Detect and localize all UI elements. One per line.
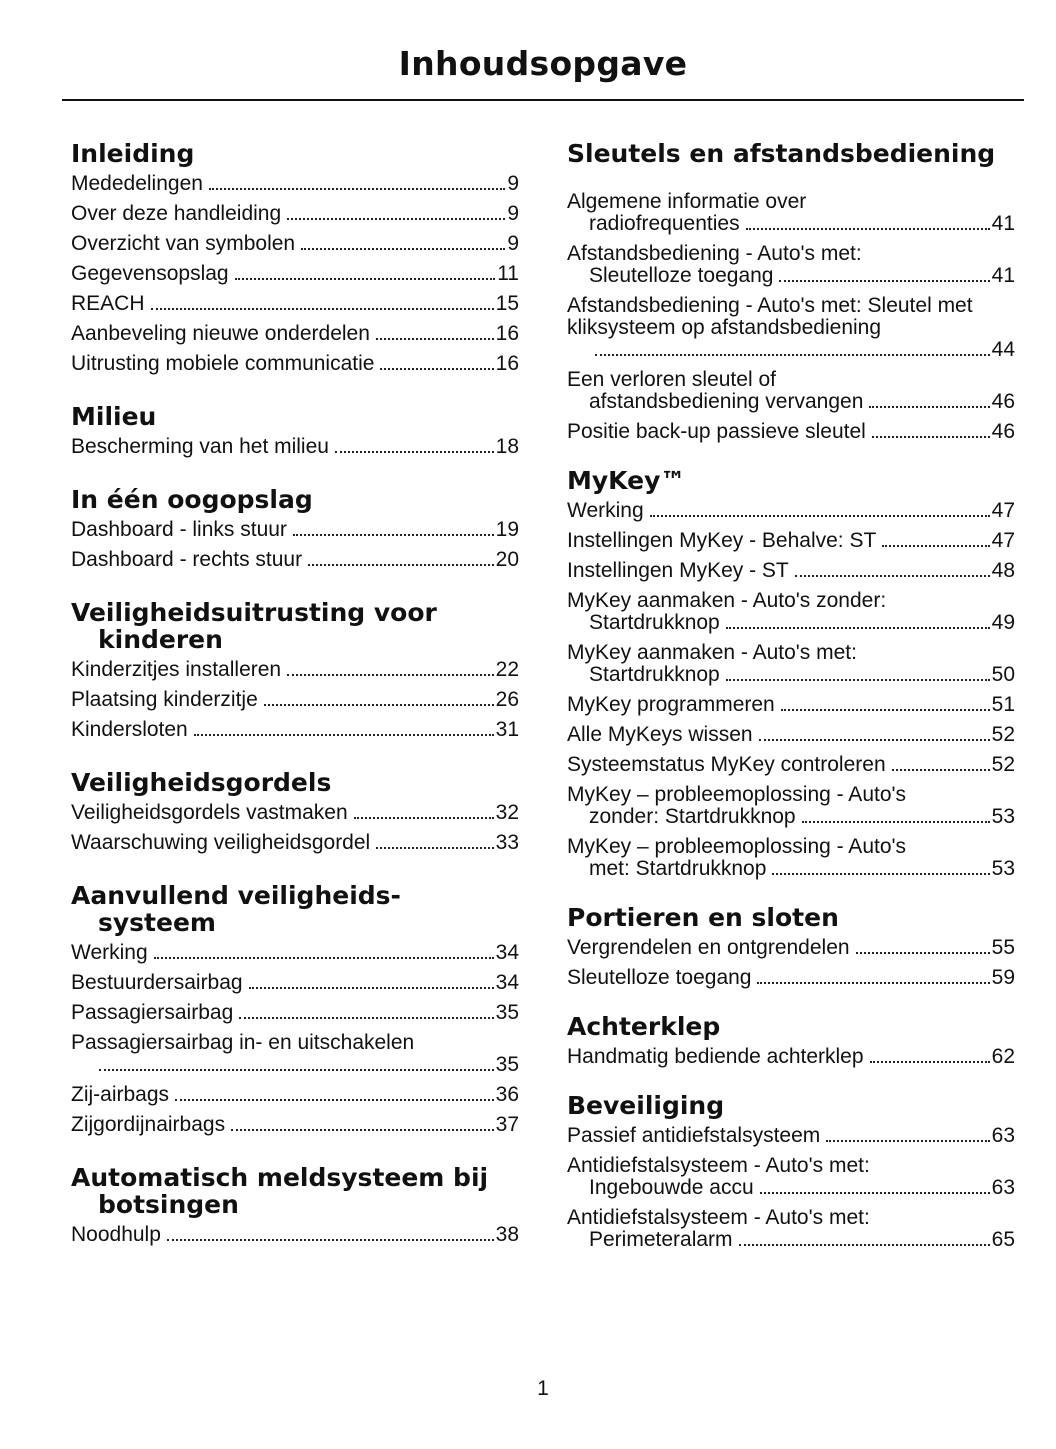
entry-page-number: 46 xyxy=(991,390,1015,413)
toc-section xyxy=(71,403,519,458)
toc-entry[interactable] xyxy=(71,802,519,824)
leader-dots xyxy=(856,952,990,954)
entry-continuation xyxy=(567,391,1015,413)
leader-dots xyxy=(167,1239,494,1241)
entry-page-number: 55 xyxy=(991,936,1015,959)
leader-dots xyxy=(726,627,990,629)
toc-entry[interactable] xyxy=(567,590,1015,634)
toc-section xyxy=(567,1092,1015,1251)
toc-entry[interactable] xyxy=(567,1046,1015,1068)
leader-dots xyxy=(882,545,989,547)
entry-label-line1: Antidiefstalsysteem - Auto's met: xyxy=(567,1206,870,1229)
entry-label: Sleutelloze toegang xyxy=(589,264,774,287)
entry-continuation xyxy=(567,213,1015,235)
toc-entry[interactable] xyxy=(71,689,519,711)
entry-page-number: 16 xyxy=(495,322,519,345)
entry-page-number: 9 xyxy=(507,172,519,195)
toc-section xyxy=(71,140,519,375)
leader-dots xyxy=(175,1099,494,1101)
toc-section xyxy=(567,1013,1015,1068)
toc-entry[interactable] xyxy=(71,1114,519,1136)
leader-dots xyxy=(308,564,494,566)
entry-label: Werking xyxy=(71,941,148,964)
toc-entry[interactable] xyxy=(567,754,1015,776)
entry-label-line1: Afstandsbediening - Auto's met: Sleutel met kliksysteem op afstandsbediening xyxy=(567,294,973,339)
toc-section xyxy=(567,904,1015,989)
entry-page-number: 9 xyxy=(507,202,519,225)
leader-dots xyxy=(151,308,494,310)
leader-dots xyxy=(376,847,493,849)
toc-section xyxy=(71,486,519,571)
entry-label: Veiligheidsgordels vastmaken xyxy=(71,801,348,824)
section-title: Milieu xyxy=(71,402,157,431)
toc-entry[interactable] xyxy=(567,295,1015,361)
toc-section xyxy=(71,882,519,1136)
entry-label: zonder: Startdrukknop xyxy=(589,805,796,828)
leader-dots xyxy=(595,354,990,356)
section-title: In één oogopslag xyxy=(71,485,313,514)
entry-label: Passief antidiefstalsysteem xyxy=(567,1124,821,1147)
entry-label: Startdrukknop xyxy=(589,663,720,686)
entry-page-number: 26 xyxy=(495,688,519,711)
entry-label: Gegevensopslag xyxy=(71,262,229,285)
entry-page-number: 47 xyxy=(991,499,1015,522)
entry-label: Vergrendelen en ontgrendelen xyxy=(567,936,850,959)
section-title: Sleutels en afstandsbediening xyxy=(567,139,996,168)
entry-page-number: 36 xyxy=(495,1083,519,1106)
entry-continuation xyxy=(567,1177,1015,1199)
entry-continuation xyxy=(567,664,1015,686)
entry-page-number: 53 xyxy=(991,805,1015,828)
toc-right-column xyxy=(567,140,1015,1259)
leader-dots xyxy=(231,1129,494,1131)
toc-entry[interactable] xyxy=(71,233,519,255)
leader-dots xyxy=(759,739,990,741)
entry-label-line1: Passagiersairbag in- en uitschakelen xyxy=(71,1031,415,1054)
entry-page-number: 31 xyxy=(495,718,519,741)
entry-label: Sleutelloze toegang xyxy=(567,966,752,989)
entry-label: MyKey programmeren xyxy=(567,693,775,716)
leader-dots xyxy=(650,515,990,517)
entry-label: Handmatig bediende achterklep xyxy=(567,1045,864,1068)
leader-dots xyxy=(293,534,494,536)
toc-entry[interactable] xyxy=(71,549,519,571)
entry-page-number: 46 xyxy=(991,420,1015,443)
entry-label-line1: MyKey aanmaken - Auto's met: xyxy=(567,641,857,664)
section-title: Aanvullend veiligheids- systeem xyxy=(71,881,401,937)
toc-entry[interactable] xyxy=(567,1155,1015,1199)
leader-dots xyxy=(235,278,496,280)
leader-dots xyxy=(826,1140,989,1142)
entry-label-line1: MyKey – probleemoplossing - Auto's xyxy=(567,835,907,858)
section-title: Portieren en sloten xyxy=(567,903,839,932)
entry-label: Noodhulp xyxy=(71,1223,161,1246)
section-title: Veiligheidsgordels xyxy=(71,768,332,797)
entry-label: Startdrukknop xyxy=(589,611,720,634)
entry-label: Ingebouwde accu xyxy=(589,1176,754,1199)
entry-page-number: 53 xyxy=(991,857,1015,880)
entry-page-number: 52 xyxy=(991,753,1015,776)
leader-dots xyxy=(194,734,494,736)
entry-page-number: 63 xyxy=(991,1124,1015,1147)
entry-continuation xyxy=(567,858,1015,880)
toc-entry[interactable] xyxy=(71,659,519,681)
entry-page-number: 35 xyxy=(495,1053,519,1076)
toc-entry[interactable] xyxy=(567,967,1015,989)
entry-continuation xyxy=(567,806,1015,828)
leader-dots xyxy=(335,451,494,453)
entry-label-line1: Antidiefstalsysteem - Auto's met: xyxy=(567,1154,870,1177)
entry-page-number: 35 xyxy=(495,1001,519,1024)
leader-dots xyxy=(781,709,990,711)
entry-label: met: Startdrukknop xyxy=(589,857,767,880)
title-divider xyxy=(62,99,1024,101)
entry-label: Plaatsing kinderzitje xyxy=(71,688,258,711)
entry-page-number: 47 xyxy=(991,529,1015,552)
toc-entry[interactable] xyxy=(71,203,519,225)
entry-page-number: 20 xyxy=(495,548,519,571)
leader-dots xyxy=(869,406,989,408)
toc-entry[interactable] xyxy=(71,293,519,315)
toc-left-column xyxy=(71,140,519,1254)
entry-page-number: 18 xyxy=(495,435,519,458)
section-title: Automatisch meldsysteem bij botsingen xyxy=(71,1163,489,1219)
entry-label: Zijgordijnairbags xyxy=(71,1113,226,1136)
entry-page-number: 38 xyxy=(495,1223,519,1246)
entry-page-number: 15 xyxy=(495,292,519,315)
entry-page-number: 9 xyxy=(507,232,519,255)
leader-dots xyxy=(99,1069,494,1071)
entry-label-line1: MyKey aanmaken - Auto's zonder: xyxy=(567,589,887,612)
toc-entry[interactable] xyxy=(567,530,1015,552)
toc-entry[interactable] xyxy=(567,836,1015,880)
leader-dots xyxy=(795,575,990,577)
toc-section xyxy=(71,769,519,854)
entry-page-number: 50 xyxy=(991,663,1015,686)
entry-page-number: 59 xyxy=(991,966,1015,989)
leader-dots xyxy=(802,821,990,823)
leader-dots xyxy=(779,280,989,282)
section-title: Inleiding xyxy=(71,139,195,168)
leader-dots xyxy=(892,769,990,771)
toc-entry[interactable] xyxy=(567,1207,1015,1251)
toc-entry[interactable] xyxy=(71,942,519,964)
toc-entry[interactable] xyxy=(71,972,519,994)
entry-label-line1: Een verloren sleutel of xyxy=(567,368,776,391)
entry-page-number: 65 xyxy=(991,1228,1015,1251)
page-title: Inhoudsopgave xyxy=(398,44,688,83)
entry-label: Mededelingen xyxy=(71,172,203,195)
entry-label: afstandsbediening vervangen xyxy=(589,390,864,413)
leader-dots xyxy=(870,1061,990,1063)
entry-page-number: 34 xyxy=(495,941,519,964)
entry-label: radiofrequenties xyxy=(589,212,740,235)
toc-entry[interactable] xyxy=(567,243,1015,287)
toc-entry[interactable] xyxy=(567,369,1015,413)
toc-section xyxy=(71,1164,519,1246)
leader-dots xyxy=(354,817,494,819)
entry-label: Kindersloten xyxy=(71,718,188,741)
toc-entry[interactable] xyxy=(567,500,1015,522)
page-number: 1 xyxy=(537,1377,549,1400)
entry-page-number: 52 xyxy=(991,723,1015,746)
entry-page-number: 16 xyxy=(495,352,519,375)
entry-continuation xyxy=(567,612,1015,634)
entry-page-number: 41 xyxy=(991,212,1015,235)
toc-section xyxy=(71,599,519,741)
entry-label: Zij-airbags xyxy=(71,1083,170,1106)
entry-page-number: 63 xyxy=(991,1176,1015,1199)
toc-entry[interactable] xyxy=(71,1032,519,1076)
entry-continuation xyxy=(567,1229,1015,1251)
entry-page-number: 19 xyxy=(495,518,519,541)
entry-label: Werking xyxy=(567,499,644,522)
leader-dots xyxy=(301,248,505,250)
toc-entry[interactable] xyxy=(71,353,519,375)
entry-label: Over deze handleiding xyxy=(71,202,282,225)
leader-dots xyxy=(287,218,505,220)
entry-page-number: 62 xyxy=(991,1045,1015,1068)
leader-dots xyxy=(757,982,989,984)
toc-entry[interactable] xyxy=(71,719,519,741)
section-title: Beveiliging xyxy=(567,1091,725,1120)
entry-continuation xyxy=(567,339,1015,361)
entry-label: Systeemstatus MyKey controleren xyxy=(567,753,886,776)
section-title: Achterklep xyxy=(567,1012,721,1041)
toc-entry[interactable] xyxy=(567,694,1015,716)
entry-page-number: 34 xyxy=(495,971,519,994)
leader-dots xyxy=(739,1244,990,1246)
toc-entry[interactable] xyxy=(567,1125,1015,1147)
entry-label: Bestuurdersairbag xyxy=(71,971,243,994)
entry-page-number: 37 xyxy=(495,1113,519,1136)
entry-page-number: 44 xyxy=(991,338,1015,361)
leader-dots xyxy=(746,228,990,230)
leader-dots xyxy=(726,679,990,681)
entry-label: Overzicht van symbolen xyxy=(71,232,296,255)
entry-page-number: 48 xyxy=(991,559,1015,582)
leader-dots xyxy=(760,1192,990,1194)
entry-label: Dashboard - links stuur xyxy=(71,518,287,541)
entry-label: Instellingen MyKey - Behalve: ST xyxy=(567,529,877,552)
toc-entry[interactable] xyxy=(567,560,1015,582)
entry-page-number: 49 xyxy=(991,611,1015,634)
leader-dots xyxy=(249,987,494,989)
entry-label: Bescherming van het milieu xyxy=(71,435,329,458)
entry-page-number: 22 xyxy=(495,658,519,681)
entry-page-number: 11 xyxy=(497,262,519,285)
entry-page-number: 32 xyxy=(495,801,519,824)
entry-label: Waarschuwing veiligheidsgordel xyxy=(71,831,371,854)
entry-label-line1: Algemene informatie over xyxy=(567,190,807,213)
leader-dots xyxy=(264,704,494,706)
entry-continuation xyxy=(567,265,1015,287)
toc-entry[interactable] xyxy=(567,784,1015,828)
toc-entry[interactable] xyxy=(567,724,1015,746)
toc-section xyxy=(567,467,1015,880)
toc-entry[interactable] xyxy=(71,832,519,854)
toc-section xyxy=(567,140,1015,443)
leader-dots xyxy=(376,338,494,340)
section-title: Veiligheidsuitrusting voor kinderen xyxy=(71,598,437,654)
entry-label: REACH xyxy=(71,292,145,315)
leader-dots xyxy=(154,957,494,959)
entry-label: Kinderzitjes installeren xyxy=(71,658,282,681)
toc-entry[interactable] xyxy=(71,1224,519,1246)
entry-label-line1: MyKey – probleemoplossing - Auto's xyxy=(567,783,907,806)
leader-dots xyxy=(209,188,505,190)
section-title: MyKey™ xyxy=(567,466,686,495)
toc-entry[interactable] xyxy=(71,323,519,345)
entry-label-line1: Afstandsbediening - Auto's met: xyxy=(567,242,862,265)
toc-entry[interactable] xyxy=(567,191,1015,235)
entry-label: Positie back-up passieve sleutel xyxy=(567,420,866,443)
leader-dots xyxy=(287,674,494,676)
toc-entry[interactable] xyxy=(71,1084,519,1106)
entry-label: Dashboard - rechts stuur xyxy=(71,548,303,571)
toc-entry[interactable] xyxy=(71,263,519,285)
entry-label: Instellingen MyKey - ST xyxy=(567,559,789,582)
entry-page-number: 51 xyxy=(991,693,1015,716)
entry-continuation xyxy=(71,1054,519,1076)
toc-entry[interactable] xyxy=(71,1002,519,1024)
entry-label: Alle MyKeys wissen xyxy=(567,723,753,746)
leader-dots xyxy=(872,436,990,438)
leader-dots xyxy=(239,1017,493,1019)
toc-entry[interactable] xyxy=(567,421,1015,443)
toc-entry[interactable] xyxy=(71,436,519,458)
entry-page-number: 33 xyxy=(495,831,519,854)
toc-entry[interactable] xyxy=(71,173,519,195)
entry-label: Perimeteralarm xyxy=(589,1228,733,1251)
leader-dots xyxy=(772,873,989,875)
toc-entry[interactable] xyxy=(567,937,1015,959)
entry-label: Passagiersairbag xyxy=(71,1001,234,1024)
toc-entry[interactable] xyxy=(71,519,519,541)
toc-entry[interactable] xyxy=(567,642,1015,686)
entry-label: Uitrusting mobiele communicatie xyxy=(71,352,375,375)
entry-page-number: 41 xyxy=(991,264,1015,287)
entry-label: Aanbeveling nieuwe onderdelen xyxy=(71,322,370,345)
leader-dots xyxy=(380,368,493,370)
